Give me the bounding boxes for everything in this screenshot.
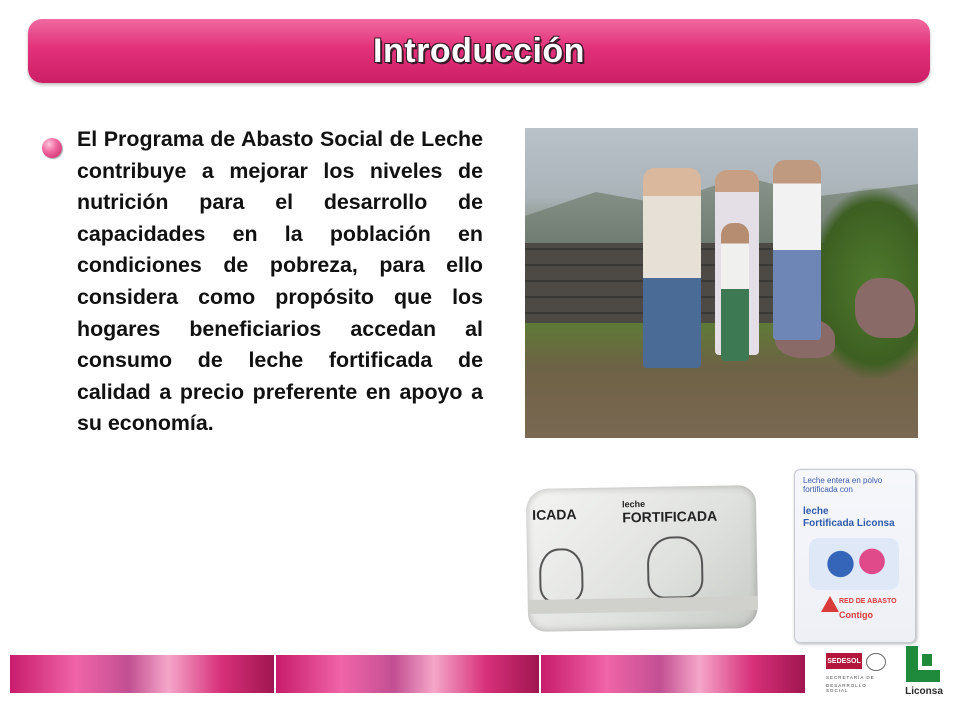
sedesol-logo	[826, 653, 888, 693]
slide-body-text: El Programa de Abasto Social de Leche contribuye a mejorar los niveles de nutrición para el desarrollo de capacidades en la población en condiciones de pobreza, para ello considera como propósito que los hogares beneficiarios accedan al consumo de leche fortificada de calidad a precio preferente en apoyo a su economía.	[77, 127, 483, 436]
cow-illustration-icon	[809, 538, 899, 590]
sedesol-subtitle-1: SECRETARÍA DE	[826, 675, 875, 680]
photo-person-man	[643, 168, 701, 368]
photo-rock	[855, 278, 915, 338]
powder-milk-bag-image	[794, 469, 916, 643]
cow-illustration-icon	[647, 536, 704, 599]
footer-segment	[276, 655, 540, 693]
footer-segment	[541, 655, 805, 693]
bag2-title-line1: leche	[803, 506, 829, 517]
family-photo	[525, 128, 918, 438]
footer-decorative-strip	[10, 655, 805, 693]
bag2-brand-main: Contigo	[839, 610, 873, 620]
bag2-brand-small: RED DE ABASTO	[839, 598, 897, 605]
bag-label-left: ICADA	[532, 506, 577, 523]
photo-person-boy	[721, 223, 749, 361]
bullet-icon	[42, 138, 62, 158]
mexico-eagle-emblem-icon	[866, 653, 886, 671]
cow-illustration-icon	[539, 548, 584, 603]
milk-bag-image	[526, 485, 758, 632]
title-banner	[28, 19, 930, 83]
liconsa-label: Liconsa	[905, 686, 943, 697]
bag-label-main: FORTIFICADA	[622, 507, 718, 526]
liconsa-mark-icon	[922, 654, 932, 666]
bag2-title-line2: Fortificada Liconsa	[803, 518, 895, 529]
sedesol-label: SEDESOL	[827, 657, 861, 665]
bag-band	[528, 596, 758, 614]
liconsa-logo	[900, 646, 944, 700]
slide-title: Introducción	[373, 31, 585, 70]
photo-person-girl	[773, 160, 821, 340]
footer-segment	[10, 655, 274, 693]
liconsa-mark-icon	[906, 670, 940, 682]
sedesol-subtitle-2: DESARROLLO SOCIAL	[826, 683, 867, 693]
bag-label-top: leche	[621, 498, 646, 510]
bag2-top-text: Leche entera en polvo fortificada con	[803, 476, 883, 494]
red-abasto-icon	[821, 596, 839, 612]
sedesol-badge	[826, 653, 862, 669]
